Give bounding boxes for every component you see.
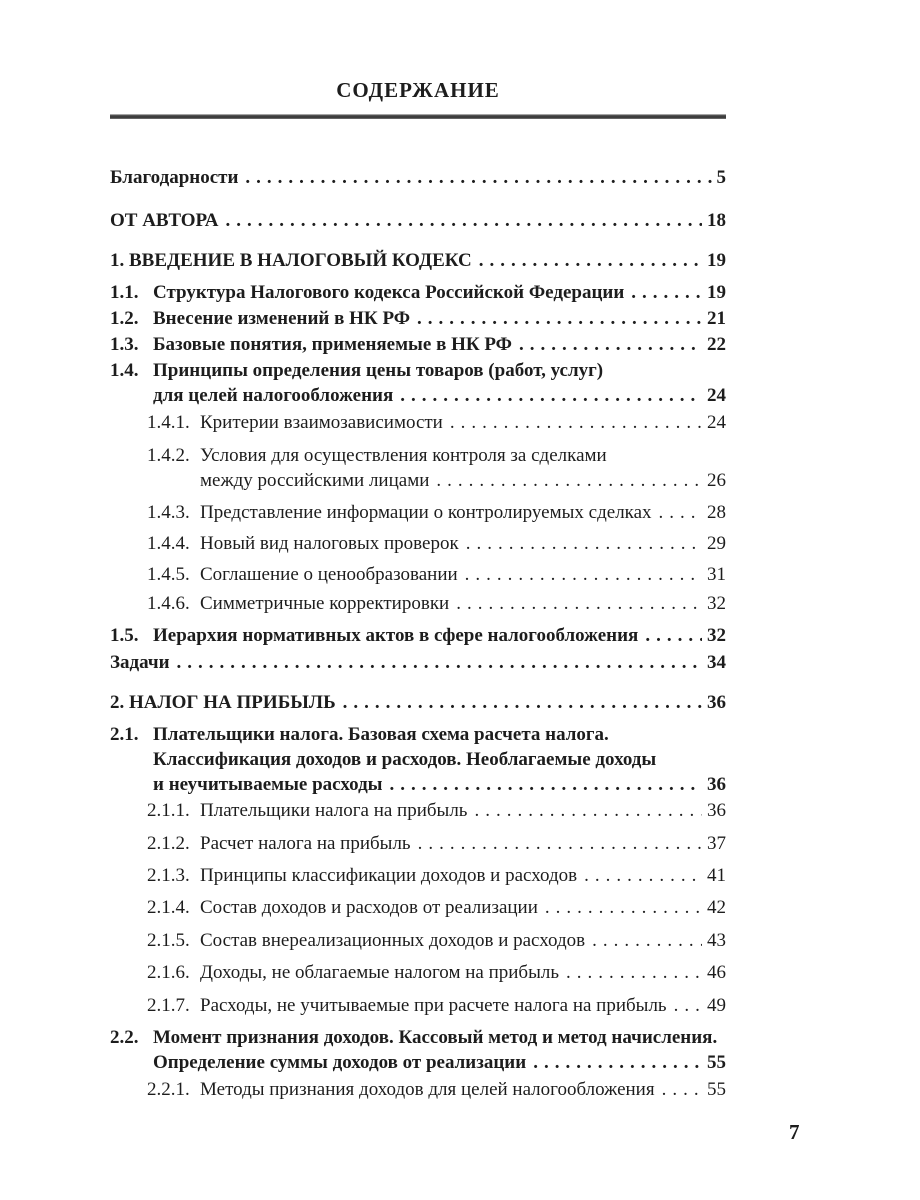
entry-title-cont: Определение суммы доходов от реализации <box>153 1052 527 1073</box>
entry-title: Иерархия нормативных актов в сфере налогообложения <box>153 625 639 646</box>
dot-leader <box>400 383 702 408</box>
page-number: 7 <box>789 1120 800 1144</box>
dot-leader <box>592 928 702 953</box>
entry-number: 2.1.7. <box>147 995 190 1016</box>
toc-entry <box>110 960 726 985</box>
dot-leader <box>479 248 702 273</box>
entry-page: 49 <box>707 995 726 1016</box>
dot-leader <box>436 468 702 493</box>
entry-number: 1.4.2. <box>147 445 190 466</box>
entry-title: Состав доходов и расходов от реализации <box>200 897 538 918</box>
entry-page: 32 <box>707 625 726 646</box>
dot-leader <box>519 332 702 357</box>
dot-leader <box>245 165 711 190</box>
entry-page: 55 <box>707 1079 726 1100</box>
entry-title: Расходы, не учитываемые при расчете налога на прибыль <box>200 995 667 1016</box>
entry-number: 2.1.6. <box>147 962 190 983</box>
entry-number: 1.4. <box>110 360 139 381</box>
entry-number: 1.4.1. <box>147 412 190 433</box>
entry-title: 2. НАЛОГ НА ПРИБЫЛЬ <box>110 692 336 713</box>
entry-page: 24 <box>707 385 726 406</box>
entry-page: 41 <box>707 865 726 886</box>
entry-number: 1.4.4. <box>147 533 190 554</box>
dot-leader <box>584 863 702 888</box>
entry-title: Момент признания доходов. Кассовый метод и метод начисления. <box>153 1027 718 1048</box>
toc-entry <box>110 410 726 435</box>
entry-page: 29 <box>707 533 726 554</box>
entry-title-cont: между российскими лицами <box>200 470 430 491</box>
dot-leader <box>466 531 702 556</box>
entry-title: Плательщики налога. Базовая схема расчета налога. <box>153 724 609 745</box>
entry-page: 5 <box>716 167 726 188</box>
dot-leader <box>645 623 702 648</box>
entry-number: 1.4.5. <box>147 564 190 585</box>
entry-page: 36 <box>707 800 726 821</box>
entry-title: Симметричные корректировки <box>200 593 450 614</box>
entry-page: 46 <box>707 962 726 983</box>
dot-leader <box>456 591 702 616</box>
entry-number: 1.4.3. <box>147 502 190 523</box>
toc-entry <box>110 531 726 556</box>
toc-entry <box>110 690 726 715</box>
entry-title: Базовые понятия, применяемые в НК РФ <box>153 334 512 355</box>
entry-title: 1. ВВЕДЕНИЕ В НАЛОГОВЫЙ КОДЕКС <box>110 250 472 271</box>
dot-leader <box>474 798 702 823</box>
title-rule <box>110 114 726 119</box>
entry-number: 1.1. <box>110 282 139 303</box>
entry-title: Принципы классификации доходов и расходов <box>200 865 578 886</box>
dot-leader <box>659 500 702 525</box>
entry-page: 36 <box>707 774 726 795</box>
entry-title: Состав внереализационных доходов и расходов <box>200 930 586 951</box>
entry-title: Представление информации о контролируемых сделках <box>200 502 652 523</box>
entry-title: Внесение изменений в НК РФ <box>153 308 411 329</box>
text-block <box>110 0 726 1102</box>
entry-page: 26 <box>707 470 726 491</box>
toc-entry <box>110 1077 726 1102</box>
entry-page: 19 <box>707 282 726 303</box>
dot-leader <box>631 280 702 305</box>
toc-entry <box>110 1025 726 1075</box>
dot-leader <box>390 772 702 797</box>
toc-entry <box>110 443 726 493</box>
toc-entry <box>110 831 726 856</box>
toc-entry <box>110 863 726 888</box>
entry-page: 34 <box>707 652 726 673</box>
dot-leader <box>343 690 702 715</box>
dot-leader <box>533 1050 702 1075</box>
toc-entry <box>110 500 726 525</box>
toc-entry <box>110 623 726 648</box>
toc-entry <box>110 650 726 675</box>
toc-entry <box>110 280 726 305</box>
entry-number: 2.1.4. <box>147 897 190 918</box>
toc-entry <box>110 928 726 953</box>
toc-entry <box>110 993 726 1018</box>
entry-page: 36 <box>707 692 726 713</box>
entry-page: 18 <box>707 210 726 231</box>
toc-entry <box>110 358 726 408</box>
entry-page: 21 <box>707 308 726 329</box>
entry-page: 19 <box>707 250 726 271</box>
toc-list <box>110 165 726 1102</box>
entry-number: 2.1.1. <box>147 800 190 821</box>
entry-page: 31 <box>707 564 726 585</box>
entry-number: 1.2. <box>110 308 139 329</box>
entry-title: Условия для осуществления контроля за сделками <box>200 445 607 466</box>
entry-number: 2.1.5. <box>147 930 190 951</box>
entry-page: 42 <box>707 897 726 918</box>
entry-title: Критерии взаимозависимости <box>200 412 443 433</box>
entry-title: Структура Налогового кодекса Российской Федерации <box>153 282 625 303</box>
entry-number: 1.5. <box>110 625 139 646</box>
entry-title-cont: Классификация доходов и расходов. Необлагаемые доходы <box>153 749 657 770</box>
entry-number: 2.2. <box>110 1027 139 1048</box>
entry-number: 1.3. <box>110 334 139 355</box>
entry-page: 28 <box>707 502 726 523</box>
toc-entry <box>110 895 726 920</box>
entry-number: 2.1.2. <box>147 833 190 854</box>
toc-entry <box>110 332 726 357</box>
entry-title: Принципы определения цены товаров (работ, услуг) <box>153 360 604 381</box>
toc-entry <box>110 165 726 190</box>
dot-leader <box>417 306 702 331</box>
toc-entry <box>110 208 726 233</box>
entry-page: 43 <box>707 930 726 951</box>
entry-number: 2.1. <box>110 724 139 745</box>
dot-leader <box>662 1077 702 1102</box>
entry-number: 2.1.3. <box>147 865 190 886</box>
dot-leader <box>450 410 702 435</box>
toc-entry <box>110 798 726 823</box>
entry-title: Соглашение о ценообразовании <box>200 564 458 585</box>
entry-number: 2.2.1. <box>147 1079 190 1100</box>
entry-title: Задачи <box>110 652 170 673</box>
toc-entry <box>110 722 726 797</box>
entry-title: ОТ АВТОРА <box>110 210 219 231</box>
dot-leader <box>674 993 702 1018</box>
entry-title: Методы признания доходов для целей налогообложения <box>200 1079 655 1100</box>
entry-title-cont: для целей налогообложения <box>153 385 394 406</box>
entry-title-cont: и неучитываемые расходы <box>153 774 383 795</box>
entry-number: 1.4.6. <box>147 593 190 614</box>
dot-leader <box>465 562 702 587</box>
dot-leader <box>177 650 702 675</box>
page-title: СОДЕРЖАНИЕ <box>336 78 500 102</box>
entry-title: Расчет налога на прибыль <box>200 833 411 854</box>
entry-page: 32 <box>707 593 726 614</box>
toc-entry <box>110 306 726 331</box>
entry-title: Доходы, не облагаемые налогом на прибыль <box>200 962 559 983</box>
toc-entry <box>110 591 726 616</box>
entry-page: 24 <box>707 412 726 433</box>
entry-title: Плательщики налога на прибыль <box>200 800 468 821</box>
entry-title: Новый вид налоговых проверок <box>200 533 459 554</box>
dot-leader <box>225 208 702 233</box>
entry-page: 37 <box>707 833 726 854</box>
entry-title: Благодарности <box>110 167 239 188</box>
dot-leader <box>545 895 702 920</box>
toc-entry <box>110 562 726 587</box>
dot-leader <box>566 960 702 985</box>
entry-page: 55 <box>707 1052 726 1073</box>
dot-leader <box>418 831 702 856</box>
toc-entry <box>110 248 726 273</box>
entry-page: 22 <box>707 334 726 355</box>
